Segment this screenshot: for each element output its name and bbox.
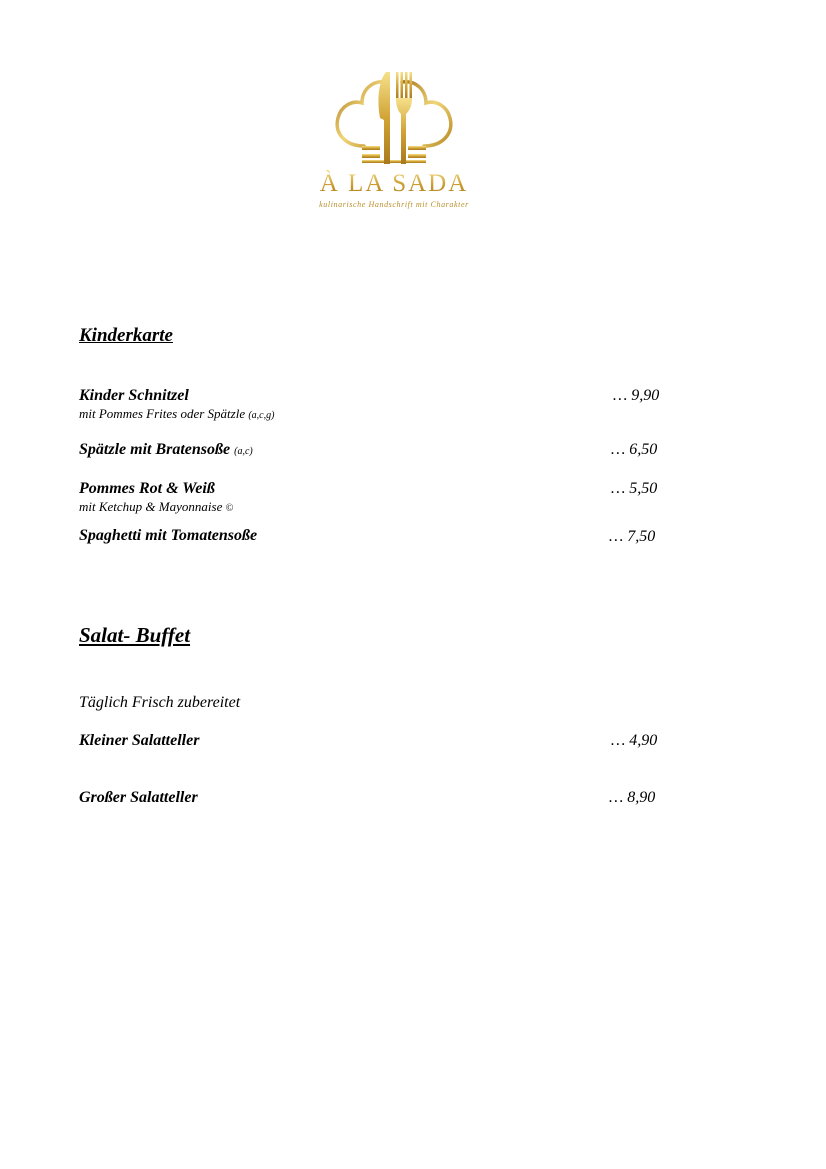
menu-item-name: Großer Salatteller — [79, 789, 198, 806]
restaurant-logo — [316, 66, 472, 216]
section-title-kinderkarte: Kinderkarte — [79, 325, 173, 346]
allergen-codes: (a,c) — [234, 446, 253, 457]
menu-item-price: … 7,50 — [609, 528, 656, 545]
chef-hat-fork-knife-icon — [316, 66, 472, 170]
menu-item-description: mit Ketchup & Mayonnaise © — [79, 499, 234, 514]
section-title-salat-buffet: Salat- Buffet — [79, 623, 191, 647]
brand-tagline: kulinarische Handschrift mit Charakter — [319, 200, 469, 209]
allergen-codes: (a,c,g) — [248, 410, 275, 421]
menu-item-price: … 5,50 — [611, 480, 658, 497]
brand-name: À LA SADA — [316, 170, 472, 198]
menu-item-price: … 9,90 — [613, 387, 660, 404]
allergen-codes: © — [225, 503, 234, 514]
section-intro: Täglich Frisch zubereitet — [79, 694, 241, 711]
menu-item-name: Spaghetti mit Tomatensoße — [79, 527, 258, 544]
menu-item-price: … 6,50 — [611, 441, 658, 458]
menu-item-price: … 8,90 — [609, 789, 656, 806]
menu-item-name: Kinder Schnitzel — [79, 387, 189, 404]
menu-item-name: Spätzle mit Bratensoße (a,c) — [79, 441, 253, 458]
menu-item-price: … 4,90 — [611, 732, 658, 749]
menu-item-name: Kleiner Salatteller — [79, 732, 200, 749]
menu-item-name: Pommes Rot & Weiß — [79, 480, 215, 497]
menu-item-description: mit Pommes Frites oder Spätzle (a,c,g) — [79, 406, 275, 421]
